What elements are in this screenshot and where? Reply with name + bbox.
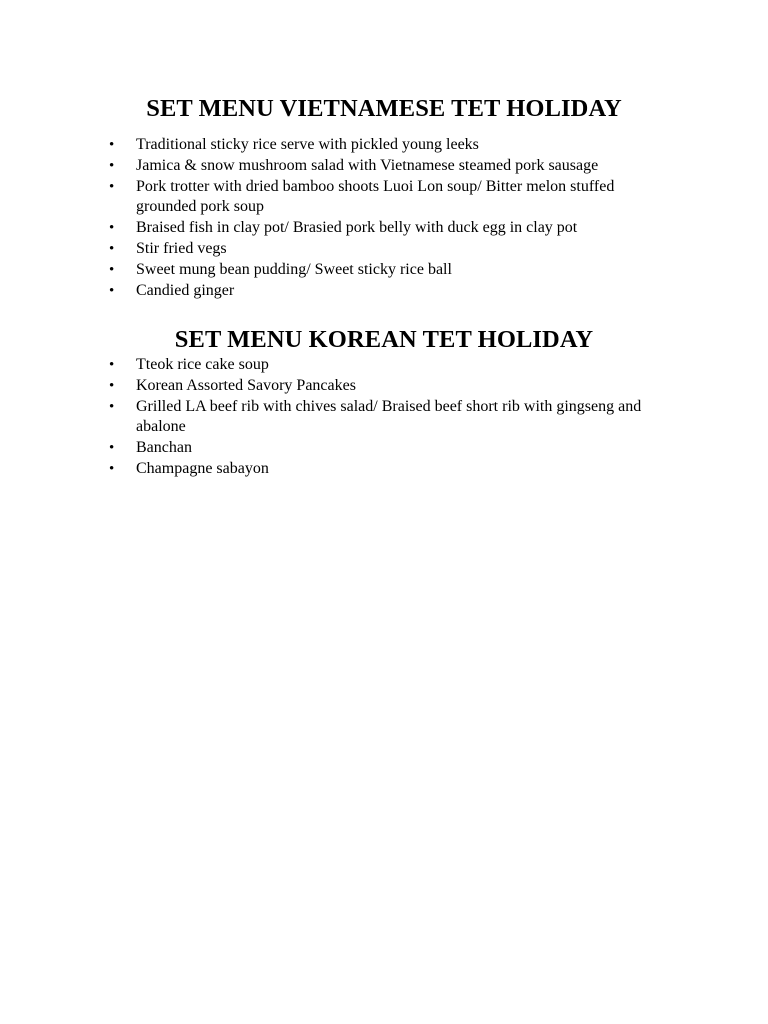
list-item xyxy=(0,376,656,397)
bullet-icon: • xyxy=(109,261,115,278)
menu-item-text: Korean Assorted Savory Pancakes xyxy=(136,376,356,394)
menu-item-text: Pork trotter with dried bamboo shoots Luoi Lon soup/ Bitter melon stuffed grounded pork soup xyxy=(136,177,615,216)
menu-item-text: Jamica & snow mushroom salad with Vietnamese steamed pork sausage xyxy=(136,156,599,174)
korean-menu-list xyxy=(0,355,768,480)
bullet-icon: • xyxy=(109,178,115,195)
bullet-icon: • xyxy=(109,220,115,237)
korean-menu-title: SET MENU KOREAN TET HOLIDAY xyxy=(174,326,594,353)
menu-item-text: Traditional sticky rice serve with pickled young leeks xyxy=(136,136,479,153)
menu-item-text: Sweet mung bean pudding/ Sweet sticky rice ball xyxy=(136,260,452,278)
menu-item-text: Champagne sabayon xyxy=(136,459,269,477)
list-item xyxy=(0,397,656,439)
list-item xyxy=(0,438,656,459)
list-item xyxy=(0,156,656,177)
list-item xyxy=(0,239,656,260)
bullet-icon: • xyxy=(109,137,115,153)
vietnamese-menu-section xyxy=(0,94,768,299)
bullet-icon: • xyxy=(109,460,115,477)
menu-item-text: Tteok rice cake soup xyxy=(136,356,269,373)
bullet-icon: • xyxy=(109,398,115,415)
vietnamese-menu-title: SET MENU VIETNAMESE TET HOLIDAY xyxy=(146,95,622,122)
bullet-icon: • xyxy=(109,240,115,257)
menu-item-text: Braised fish in clay pot/ Brasied pork belly with duck egg in clay pot xyxy=(136,219,578,237)
vietnamese-menu-list xyxy=(0,135,768,301)
menu-item-text: Grilled LA beef rib with chives salad/ Braised beef short rib with gingseng and abalone xyxy=(136,397,642,436)
list-item xyxy=(0,177,656,219)
list-item xyxy=(0,281,656,302)
menu-item-text: Candied ginger xyxy=(136,281,235,299)
list-item xyxy=(0,135,656,156)
bullet-icon: • xyxy=(109,440,115,457)
list-item xyxy=(0,459,656,480)
list-item xyxy=(0,355,656,376)
list-item xyxy=(0,260,656,281)
bullet-icon: • xyxy=(109,377,115,394)
menu-item-text: Banchan xyxy=(136,439,192,457)
menu-item-text: Stir fried vegs xyxy=(136,239,227,257)
list-item xyxy=(0,218,656,239)
korean-menu-section xyxy=(0,325,768,477)
bullet-icon: • xyxy=(109,282,115,299)
bullet-icon: • xyxy=(109,357,115,373)
bullet-icon: • xyxy=(109,157,115,174)
